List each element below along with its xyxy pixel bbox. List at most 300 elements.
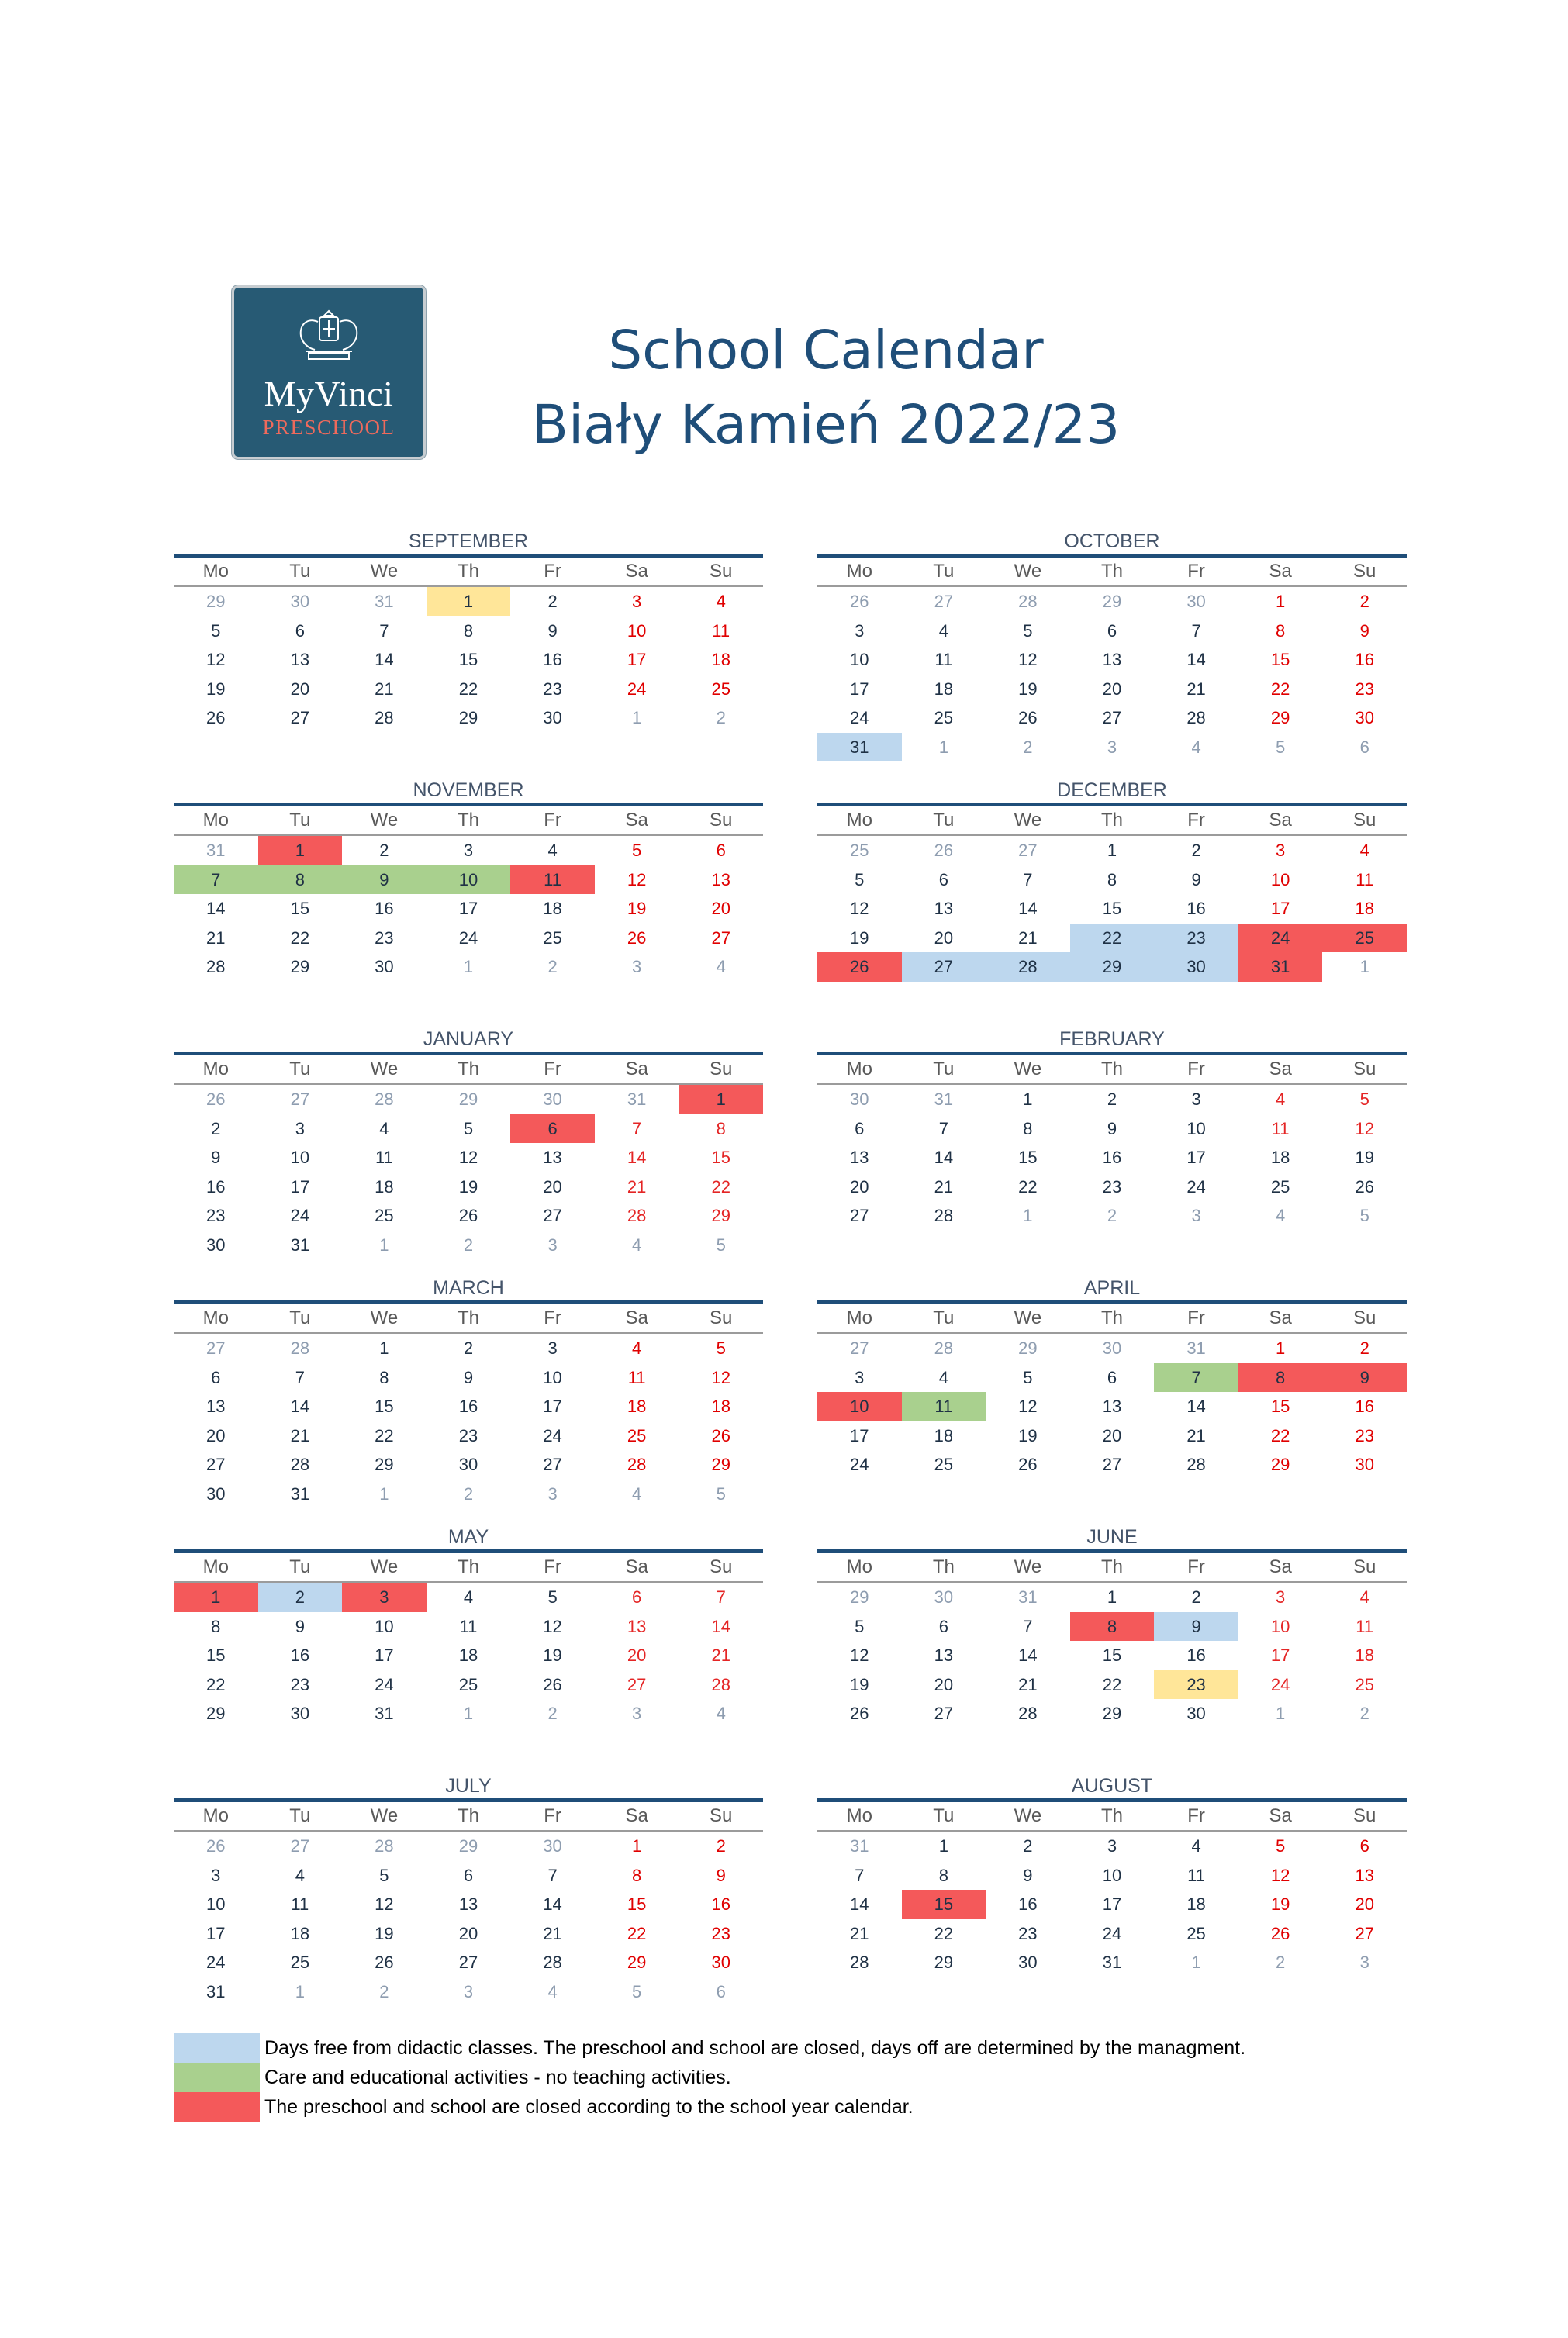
day-cell: 6	[938, 1616, 948, 1636]
day-cell: 15	[1018, 1148, 1038, 1167]
weekday-label: Mo	[846, 1058, 872, 1079]
day-cell: 24	[1186, 1176, 1206, 1197]
day-cell: 21	[543, 1923, 562, 1943]
weekday-label: Su	[1353, 1805, 1376, 1826]
day-cell: 22	[1270, 679, 1290, 699]
weekday-label: Mo	[202, 1556, 229, 1577]
day-grid	[174, 836, 763, 982]
day-cell: 3	[1276, 841, 1286, 860]
day-cell: 9	[1191, 869, 1201, 889]
day-cell: 13	[1355, 1865, 1374, 1885]
weekday-label: Mo	[846, 1556, 872, 1577]
day-cell: 30	[375, 957, 394, 976]
day-cell: 7	[379, 620, 389, 641]
day-cell: 14	[206, 899, 226, 918]
day-cell: 2	[1191, 841, 1201, 860]
day-cell: 30	[1102, 1338, 1122, 1358]
day-cell: 22	[711, 1176, 730, 1197]
day-cell: 19	[1355, 1148, 1374, 1167]
day-cell: 17	[375, 1646, 394, 1665]
day-cell: 30	[206, 1235, 226, 1255]
day-cell: 31	[1238, 952, 1323, 982]
day-cell: 6	[632, 1587, 642, 1607]
weekday-label: Sa	[1269, 1058, 1292, 1079]
day-cell: 3	[1359, 1953, 1369, 1972]
day-cell: 9	[295, 1616, 305, 1636]
weekday-header	[817, 1304, 1407, 1334]
day-cell: 2	[1359, 1338, 1369, 1358]
day-cell: 16	[1355, 650, 1374, 669]
day-cell: 18	[934, 679, 954, 699]
day-cell: 11	[712, 620, 730, 641]
day-cell: 28	[627, 1206, 647, 1225]
day-cell: 1	[463, 957, 474, 976]
day-cell: 10	[817, 1392, 902, 1421]
day-cell: 3	[1191, 1206, 1201, 1225]
day-cell: 3	[1191, 1090, 1201, 1109]
weekday-label: Su	[710, 561, 733, 582]
day-cell: 24	[850, 1455, 869, 1474]
day-cell: 15	[711, 1148, 730, 1167]
weekday-header	[817, 1055, 1407, 1085]
day-cell: 26	[850, 592, 869, 611]
day-cell: 22	[375, 1425, 394, 1445]
weekday-label: Mo	[846, 561, 872, 582]
day-cell: 29	[458, 708, 478, 727]
day-cell: 10	[543, 1367, 562, 1387]
day-cell: 30	[934, 1587, 954, 1607]
day-cell: 1	[938, 1836, 948, 1856]
day-cell: 18	[711, 1397, 730, 1416]
day-cell: 26	[206, 1090, 226, 1109]
day-cell: 30	[458, 1455, 478, 1474]
day-cell: 29	[627, 1953, 647, 1972]
day-cell: 16	[1018, 1894, 1038, 1914]
day-grid	[817, 1085, 1407, 1231]
day-cell: 3	[547, 1338, 558, 1358]
weekday-label: We	[370, 1556, 399, 1577]
day-cell: 5	[1276, 737, 1286, 757]
day-cell: 4	[295, 1865, 305, 1885]
day-cell: 29	[206, 592, 226, 611]
weekday-label: Fr	[1187, 1058, 1205, 1079]
day-cell: 22	[290, 927, 310, 948]
weekday-label: Th	[457, 810, 479, 831]
weekday-label: Fr	[544, 1805, 561, 1826]
day-cell: 1	[632, 1836, 642, 1856]
day-cell: 26	[711, 1425, 730, 1445]
day-cell: 9	[1359, 620, 1369, 641]
day-cell: 1	[1276, 1704, 1286, 1723]
weekday-label: Tu	[289, 1805, 311, 1826]
weekday-label: Fr	[1187, 1307, 1205, 1328]
weekday-label: Su	[710, 810, 733, 831]
day-cell: 7	[547, 1865, 558, 1885]
weekday-header	[174, 1802, 763, 1832]
weekday-label: Sa	[1269, 1307, 1292, 1328]
day-grid	[174, 1583, 763, 1728]
day-cell: 31	[850, 1836, 869, 1856]
day-cell: 25	[934, 1455, 954, 1474]
day-cell: 11	[1356, 869, 1374, 889]
day-cell: 21	[375, 679, 394, 699]
legend-item-blue	[174, 2033, 1337, 2063]
month-january	[174, 1027, 763, 1259]
day-cell: 19	[458, 1176, 478, 1197]
day-cell: 4	[1359, 1587, 1369, 1607]
day-cell: 26	[206, 708, 226, 727]
day-cell: 27	[711, 927, 730, 948]
month-name: FEBRUARY	[817, 1027, 1407, 1055]
day-cell: 17	[627, 650, 647, 669]
day-cell: 20	[1355, 1894, 1374, 1914]
day-cell: 5	[1359, 1090, 1369, 1109]
day-cell: 13	[627, 1616, 647, 1636]
day-cell: 5	[463, 1118, 474, 1138]
day-cell: 4	[1191, 1836, 1201, 1856]
day-cell: 26	[206, 1836, 226, 1856]
day-cell: 6	[1359, 737, 1369, 757]
weekday-label: We	[1014, 1307, 1042, 1328]
day-cell: 6	[211, 1367, 221, 1387]
weekday-label: Mo	[202, 561, 229, 582]
day-cell: 4	[547, 841, 558, 860]
day-cell: 11	[459, 1616, 478, 1636]
weekday-label: Su	[1353, 1307, 1376, 1328]
day-cell: 21	[711, 1646, 730, 1665]
day-cell: 6	[463, 1865, 474, 1885]
day-grid	[817, 1583, 1407, 1728]
day-cell: 20	[1102, 679, 1122, 699]
weekday-label: Tu	[289, 1556, 311, 1577]
day-cell: 26	[627, 927, 647, 948]
day-cell: 2	[379, 841, 389, 860]
day-cell: 17	[458, 899, 478, 918]
day-cell: 10	[290, 1148, 310, 1167]
day-cell: 27	[458, 1953, 478, 1972]
day-cell: 12	[375, 1894, 394, 1914]
day-cell: 13	[934, 899, 954, 918]
day-cell: 29	[934, 1953, 954, 1972]
day-cell: 10	[1186, 1118, 1206, 1138]
day-cell: 2	[1107, 1090, 1117, 1109]
day-cell: 1	[1276, 592, 1286, 611]
day-cell: 4	[632, 1483, 642, 1504]
day-cell: 11	[375, 1148, 393, 1167]
day-cell: 9	[463, 1367, 474, 1387]
month-june	[817, 1525, 1407, 1728]
day-cell: 7	[855, 1865, 865, 1885]
month-name: JANUARY	[174, 1027, 763, 1055]
day-cell: 1	[295, 1981, 305, 2001]
day-cell: 29	[1270, 708, 1290, 727]
day-cell: 23	[1154, 1670, 1238, 1700]
legend-text: Care and educational activities - no teaching activities.	[264, 2066, 731, 2088]
weekday-header	[174, 1553, 763, 1583]
month-name: AUGUST	[817, 1773, 1407, 1802]
day-cell: 1	[379, 1338, 389, 1358]
weekday-label: Sa	[1269, 1805, 1292, 1826]
day-cell: 6	[295, 620, 305, 641]
day-cell: 25	[1186, 1923, 1206, 1943]
day-cell: 18	[1186, 1894, 1206, 1914]
day-cell: 27	[1102, 1455, 1122, 1474]
day-cell: 23	[711, 1923, 730, 1943]
day-cell: 23	[543, 679, 562, 699]
day-cell: 31	[290, 1235, 310, 1255]
day-cell: 10	[375, 1616, 394, 1636]
day-cell: 7	[1191, 620, 1201, 641]
day-cell: 23	[1355, 679, 1374, 699]
day-cell: 30	[1355, 1455, 1374, 1474]
day-cell: 24	[458, 927, 478, 948]
day-cell: 11	[1356, 1616, 1374, 1636]
day-cell: 15	[1270, 1397, 1290, 1416]
day-cell: 18	[711, 650, 730, 669]
day-cell: 8	[379, 1367, 389, 1387]
day-cell: 27	[850, 1338, 869, 1358]
day-cell: 18	[458, 1646, 478, 1665]
weekday-label: Th	[457, 561, 479, 582]
day-cell: 29	[711, 1206, 730, 1225]
day-cell: 6	[716, 1981, 726, 2001]
day-cell: 2	[1023, 737, 1033, 757]
day-cell: 23	[375, 927, 394, 948]
day-cell: 14	[934, 1148, 954, 1167]
day-cell: 18	[1270, 1148, 1290, 1167]
weekday-label: Fr	[544, 1307, 561, 1328]
day-cell: 31	[375, 1704, 394, 1723]
day-cell: 18	[1355, 1646, 1374, 1665]
day-cell: 14	[850, 1894, 869, 1914]
day-cell: 21	[1186, 679, 1206, 699]
day-cell: 3	[632, 1704, 642, 1723]
day-cell: 8	[1276, 620, 1286, 641]
day-cell: 21	[934, 1176, 954, 1197]
day-cell: 20	[543, 1176, 562, 1197]
day-cell: 31	[290, 1483, 310, 1504]
weekday-header	[174, 1055, 763, 1085]
weekday-label: Sa	[625, 1805, 648, 1826]
weekday-label: We	[1014, 810, 1042, 831]
day-cell: 4	[716, 957, 726, 976]
weekday-label: Th	[1100, 561, 1123, 582]
day-cell: 1	[1191, 1953, 1201, 1972]
day-cell: 25	[934, 708, 954, 727]
weekday-label: Tu	[289, 810, 311, 831]
weekday-header	[817, 806, 1407, 836]
day-cell: 25	[627, 1425, 647, 1445]
day-cell: 25	[711, 679, 730, 699]
day-cell: 30	[543, 1090, 562, 1109]
day-cell: 1	[1107, 841, 1117, 860]
day-cell: 5	[1276, 1836, 1286, 1856]
month-august	[817, 1773, 1407, 1977]
day-cell: 4	[938, 620, 948, 641]
weekday-label: Sa	[1269, 1556, 1292, 1577]
day-cell: 16	[711, 1894, 730, 1914]
day-cell: 2	[463, 1235, 474, 1255]
weekday-label: Mo	[846, 1307, 872, 1328]
day-cell: 17	[850, 679, 869, 699]
day-cell: 23	[458, 1425, 478, 1445]
day-grid	[817, 1334, 1407, 1480]
day-cell: 25	[1322, 924, 1407, 953]
month-july	[174, 1773, 763, 2006]
month-name: JULY	[174, 1773, 763, 1802]
day-cell: 5	[632, 841, 642, 860]
weekday-label: We	[370, 1307, 399, 1328]
day-cell: 1	[427, 587, 511, 616]
day-cell: 2	[1023, 1836, 1033, 1856]
day-cell: 12	[206, 650, 226, 669]
day-cell: 15	[1270, 650, 1290, 669]
day-cell: 27	[206, 1338, 226, 1358]
day-cell: 3	[342, 1583, 427, 1612]
day-cell: 1	[1276, 1338, 1286, 1358]
day-cell: 8	[632, 1865, 642, 1885]
weekday-label: Th	[1100, 1805, 1123, 1826]
day-cell: 1	[938, 737, 948, 757]
weekday-header	[174, 1304, 763, 1334]
weekday-label: Mo	[846, 1805, 872, 1826]
day-grid	[817, 1832, 1407, 1977]
weekday-label: Mo	[202, 1805, 229, 1826]
day-cell: 13	[850, 1148, 869, 1167]
day-cell: 3	[463, 841, 474, 860]
day-cell: 3	[855, 1367, 865, 1387]
weekday-label: Su	[1353, 1556, 1376, 1577]
day-cell: 18	[375, 1176, 394, 1197]
day-cell: 16	[290, 1646, 310, 1665]
month-may	[174, 1525, 763, 1728]
day-cell: 19	[850, 1674, 869, 1694]
weekday-header	[817, 1553, 1407, 1583]
day-cell: 21	[206, 927, 226, 948]
day-cell: 7	[938, 1118, 948, 1138]
day-cell: 26	[934, 841, 954, 860]
weekday-label: We	[1014, 1556, 1042, 1577]
day-cell: 21	[1018, 1674, 1038, 1694]
weekday-label: Mo	[846, 810, 872, 831]
day-cell: 11	[1187, 1865, 1205, 1885]
day-cell: 30	[543, 708, 562, 727]
day-cell: 3	[1276, 1587, 1286, 1607]
day-cell: 6	[1359, 1836, 1369, 1856]
weekday-label: We	[370, 810, 399, 831]
day-cell: 4	[463, 1587, 474, 1607]
day-cell: 1	[1023, 1206, 1033, 1225]
day-cell: 31	[1186, 1338, 1206, 1358]
day-cell: 11	[1271, 1118, 1290, 1138]
weekday-label: We	[370, 1058, 399, 1079]
day-grid	[174, 1334, 763, 1508]
day-cell: 29	[1102, 592, 1122, 611]
day-cell: 14	[1186, 650, 1206, 669]
weekday-label: Su	[1353, 561, 1376, 582]
day-cell: 13	[290, 650, 310, 669]
day-cell: 6	[938, 869, 948, 889]
day-cell: 12	[1355, 1118, 1374, 1138]
day-cell: 17	[290, 1176, 310, 1197]
day-cell: 16	[458, 1397, 478, 1416]
day-cell: 27	[934, 592, 954, 611]
day-cell: 20	[711, 899, 730, 918]
day-cell: 4	[632, 1235, 642, 1255]
day-cell: 10	[850, 650, 869, 669]
day-cell: 9	[1023, 1865, 1033, 1885]
month-name: OCTOBER	[817, 529, 1407, 558]
day-cell: 1	[463, 1704, 474, 1723]
day-cell: 24	[543, 1425, 562, 1445]
day-cell: 25	[543, 927, 562, 948]
day-cell: 5	[855, 1616, 865, 1636]
weekday-label: Tu	[933, 810, 955, 831]
day-cell: 10	[627, 620, 647, 641]
day-cell: 27	[1355, 1923, 1374, 1943]
day-cell: 15	[290, 899, 310, 918]
weekday-label: Fr	[1187, 1805, 1205, 1826]
day-cell: 13	[711, 869, 730, 889]
day-cell: 29	[1102, 1704, 1122, 1723]
day-grid	[817, 836, 1407, 982]
day-cell: 29	[290, 957, 310, 976]
day-cell: 6	[716, 841, 726, 860]
day-cell: 19	[375, 1923, 394, 1943]
day-cell: 30	[1186, 592, 1206, 611]
day-cell: 2	[1107, 1206, 1117, 1225]
day-cell: 3	[1107, 737, 1117, 757]
day-cell: 2	[547, 957, 558, 976]
day-cell: 26	[543, 1674, 562, 1694]
day-cell: 2	[1191, 1587, 1201, 1607]
day-cell: 5	[716, 1483, 726, 1504]
day-cell: 5	[547, 1587, 558, 1607]
month-name: MAY	[174, 1525, 763, 1553]
day-cell: 12	[1018, 1397, 1038, 1416]
legend-text: Days free from didactic classes. The preschool and school are closed, days off are determined by the managment.	[264, 2036, 1246, 2059]
weekday-label: Fr	[1187, 1556, 1205, 1577]
day-cell: 8	[1107, 869, 1117, 889]
weekday-label: We	[1014, 1805, 1042, 1826]
day-cell: 1	[632, 708, 642, 727]
weekday-label: Su	[710, 1058, 733, 1079]
day-cell: 23	[1154, 924, 1238, 953]
day-cell: 25	[290, 1953, 310, 1972]
day-cell: 27	[206, 1455, 226, 1474]
day-cell: 10	[427, 865, 511, 895]
day-cell: 10	[1102, 1865, 1122, 1885]
day-cell: 6	[510, 1114, 595, 1144]
month-november	[174, 778, 763, 982]
weekday-label: We	[370, 1805, 399, 1826]
day-cell: 13	[543, 1148, 562, 1167]
day-cell: 4	[1276, 1206, 1286, 1225]
day-cell: 17	[1270, 899, 1290, 918]
weekday-label: Su	[1353, 810, 1376, 831]
day-cell: 21	[1186, 1425, 1206, 1445]
day-cell: 14	[1018, 1646, 1038, 1665]
weekday-header	[174, 806, 763, 836]
day-cell: 29	[1018, 1338, 1038, 1358]
day-cell: 24	[627, 679, 647, 699]
day-cell: 13	[1102, 650, 1122, 669]
day-cell: 31	[934, 1090, 954, 1109]
weekday-label: Th	[1100, 1307, 1123, 1328]
day-cell: 31	[206, 1981, 226, 2001]
day-cell: 13	[458, 1894, 478, 1914]
day-cell: 31	[627, 1090, 647, 1109]
